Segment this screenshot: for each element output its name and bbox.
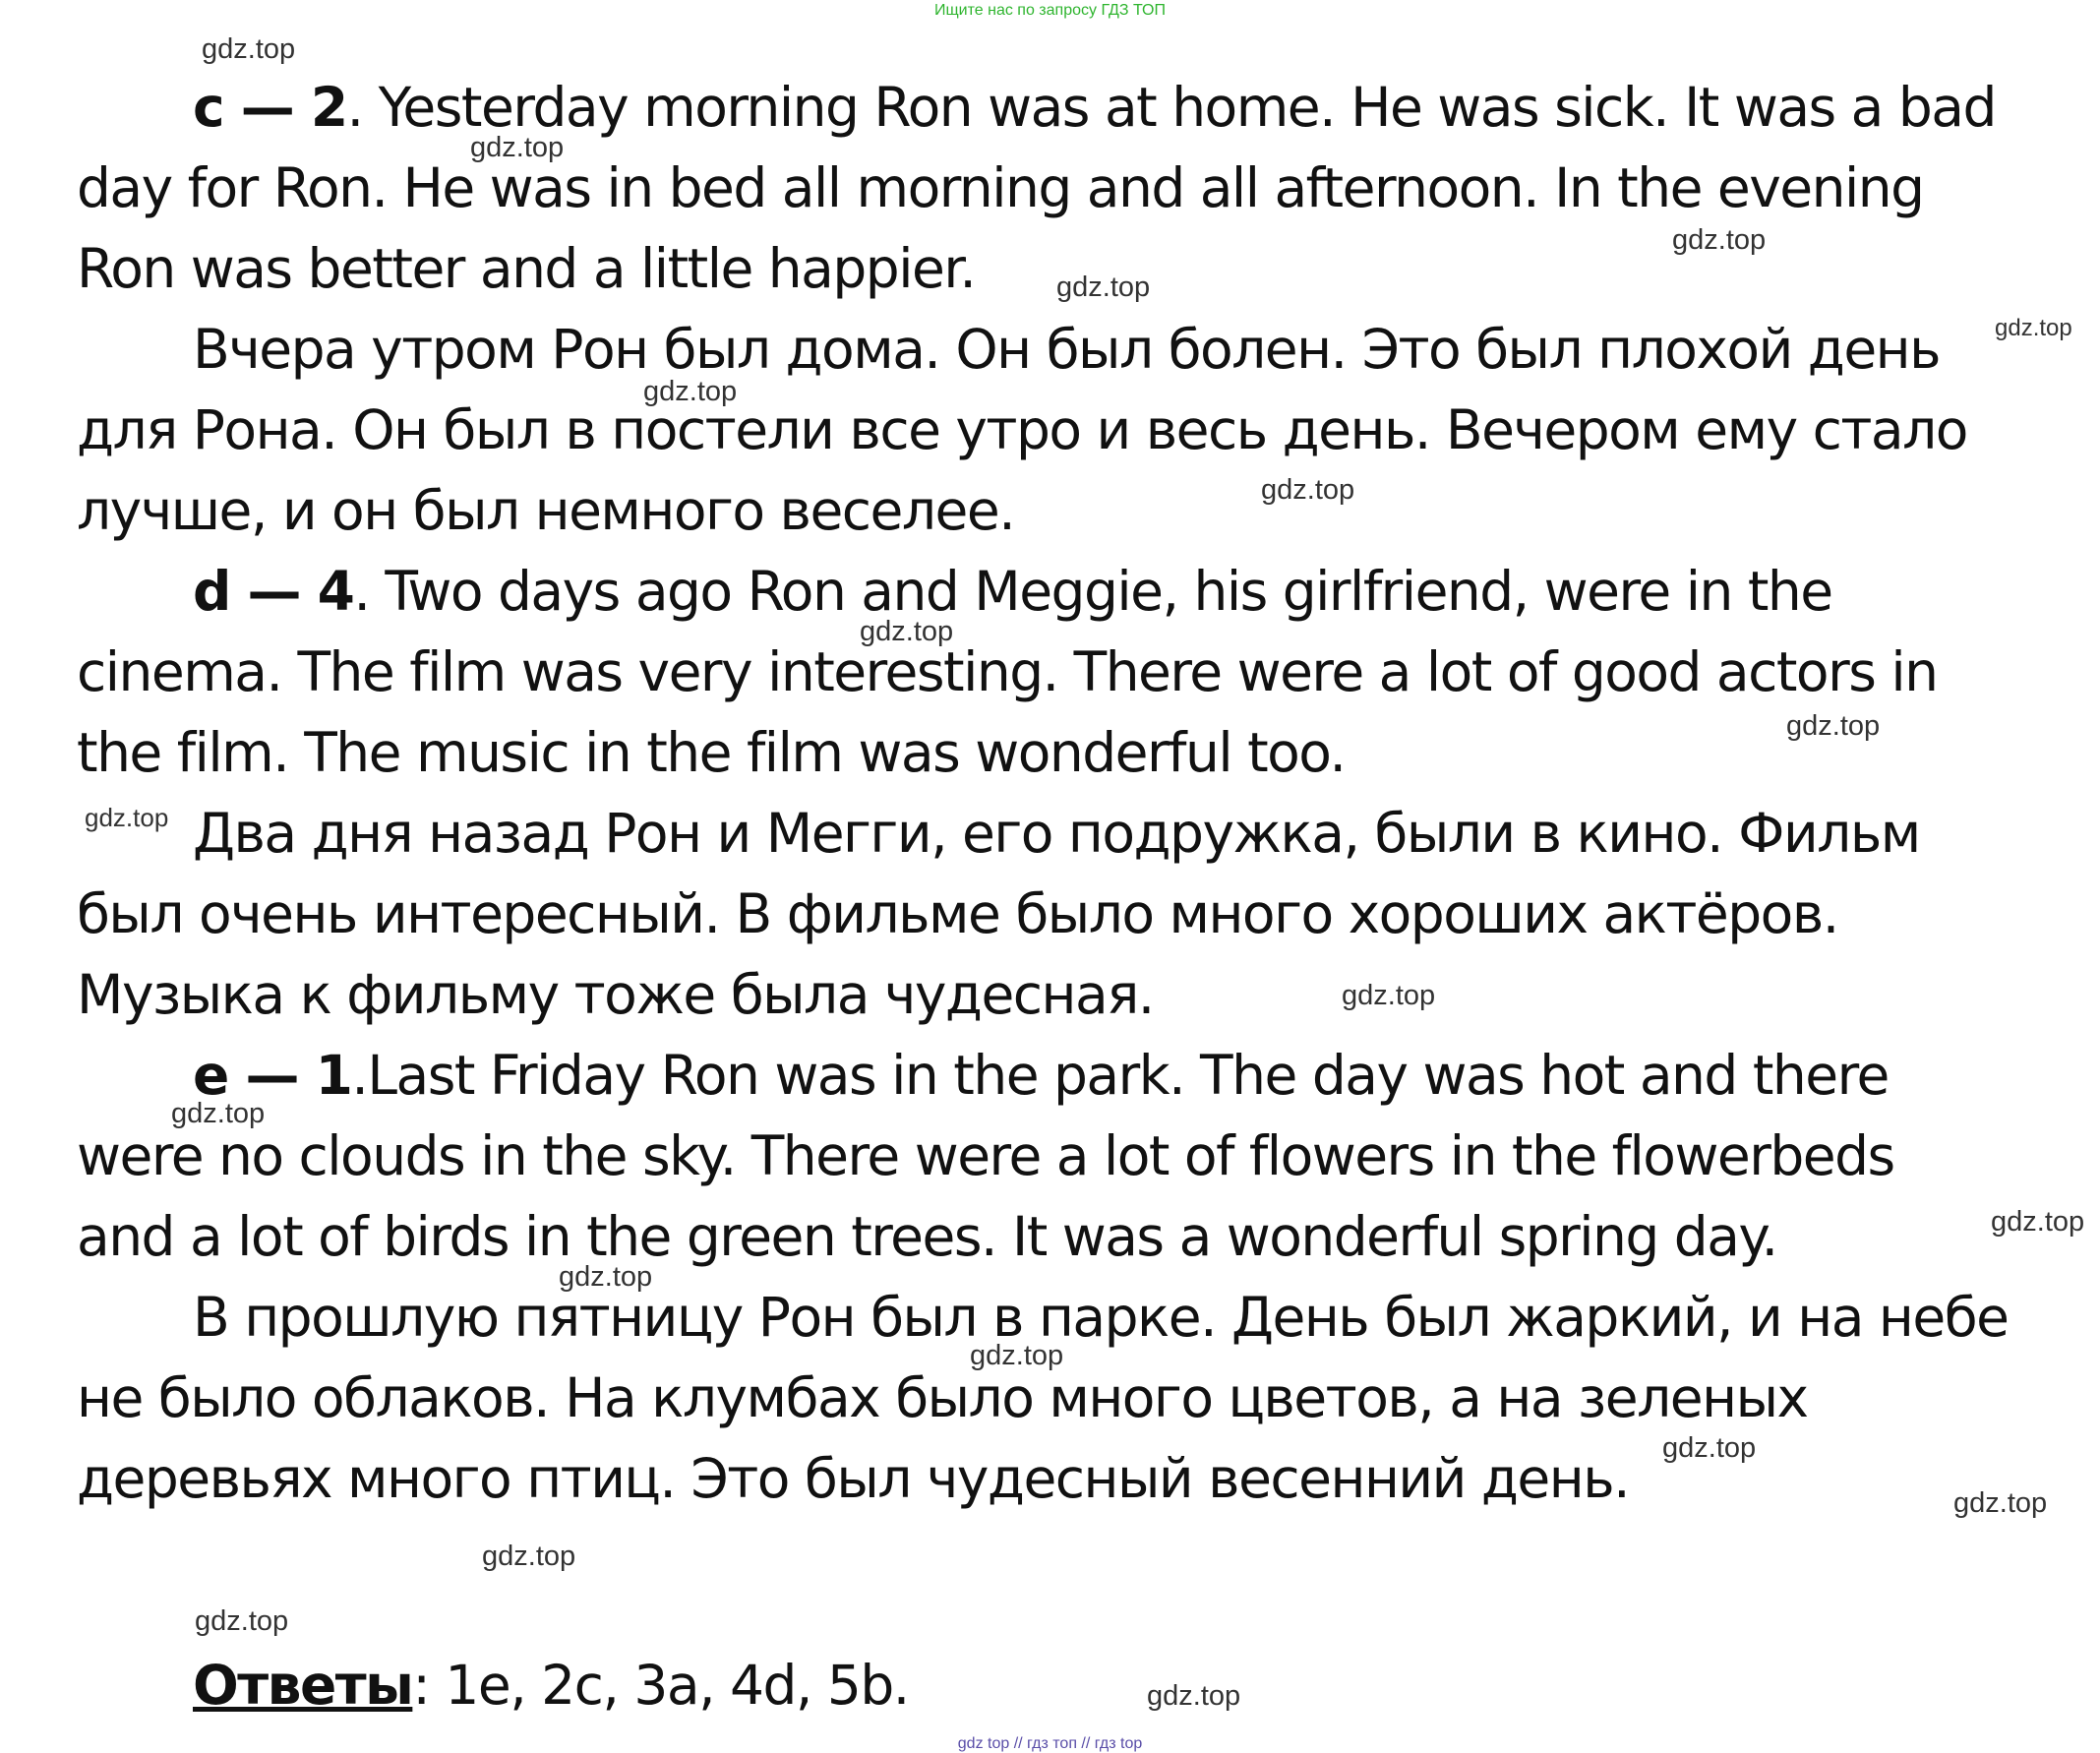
section-e-english-line-3: and a lot of birds in the green trees. It was a wonderful spring day. xyxy=(77,1205,1777,1268)
watermark: gdz.top xyxy=(470,132,565,163)
watermark: gdz.top xyxy=(643,376,738,407)
section-c-label: c — 2 xyxy=(193,76,347,139)
section-e-english-line-2: were no clouds in the sky. There were a lot of flowers in the flowerbeds xyxy=(77,1124,1894,1187)
top-banner: Ищите нас по запросу ГДЗ ТОП xyxy=(934,2,1166,19)
watermark: gdz.top xyxy=(85,803,169,832)
section-d-label: d — 4 xyxy=(193,560,354,623)
section-d-russian-line-3: Музыка к фильму тоже была чудесная. xyxy=(77,963,1154,1026)
answers-value: : 1e, 2c, 3a, 4d, 5b. xyxy=(412,1654,909,1717)
watermark: gdz.top xyxy=(1056,272,1151,303)
section-e-english xyxy=(77,1035,2044,1277)
watermark: gdz.top xyxy=(1953,1487,2048,1519)
watermark: gdz.top xyxy=(202,33,296,65)
section-e-russian-line-2: не было облаков. На клумбах было много цветов, а на зеленых xyxy=(77,1366,1808,1429)
section-d-english xyxy=(77,551,2044,793)
section-d-russian xyxy=(77,793,2044,1035)
watermark: gdz.top xyxy=(970,1340,1064,1371)
section-e-russian-line-1: В прошлую пятницу Рон был в парке. День был жаркий, и на небе xyxy=(193,1286,2009,1349)
watermark: gdz.top xyxy=(195,1605,289,1637)
watermark: gdz.top xyxy=(1342,980,1436,1011)
section-e-english-text-1: Last Friday Ron was in the park. The day was hot and there xyxy=(367,1044,1889,1107)
watermark: gdz.top xyxy=(1991,1206,2085,1238)
section-c-russian xyxy=(77,309,2044,551)
section-c-english-line-2: day for Ron. He was in bed all morning and all afternoon. In the evening xyxy=(77,156,1924,219)
section-e-label: e — 1 xyxy=(193,1044,352,1107)
answers xyxy=(77,1645,2044,1725)
section-c-english-line-3: Ron was better and a little happier. xyxy=(77,237,976,300)
section-e-russian-line-3: деревьях много птиц. Это был чудесный весенний день. xyxy=(77,1447,1630,1510)
section-d-english-line-1: d — 4. Two days ago Ron and Meggie, his girlfriend, were in the xyxy=(193,560,1832,623)
section-d-russian-line-2: был очень интересный. В фильме было много хороших актёров. xyxy=(77,882,1838,945)
section-d-russian-line-1: Два дня назад Рон и Мегги, его подружка, были в кино. Фильм xyxy=(193,802,1920,865)
answers-label: Ответы xyxy=(193,1654,413,1717)
watermark: gdz.top xyxy=(171,1098,266,1129)
watermark: gdz.top xyxy=(1662,1432,1757,1464)
section-c-russian-line-3: лучше, и он был немного веселее. xyxy=(77,479,1015,542)
section-c-russian-line-2: для Рона. Он был в постели все утро и весь день. Вечером ему стало xyxy=(77,398,1967,461)
watermark: gdz.top xyxy=(1786,710,1881,742)
section-c-english-line-1: c — 2. Yesterday morning Ron was at home. He was sick. It was a bad xyxy=(193,76,1996,139)
answers-line xyxy=(77,1645,2044,1725)
section-c-english-text-1: Yesterday morning Ron was at home. He was sick. It was a bad xyxy=(378,76,1996,139)
footer-banner: gdz top // гдз топ // гдз top xyxy=(957,1735,1143,1752)
watermark: gdz.top xyxy=(482,1541,576,1572)
watermark: gdz.top xyxy=(1147,1680,1241,1712)
watermark: gdz.top xyxy=(1995,315,2072,341)
section-e-english-line-1: e — 1.Last Friday Ron was in the park. The day was hot and there xyxy=(193,1044,1889,1107)
section-e-russian xyxy=(77,1277,2044,1519)
section-d-english-line-3: the film. The music in the film was wonderful too. xyxy=(77,721,1346,784)
watermark: gdz.top xyxy=(860,616,954,647)
watermark: gdz.top xyxy=(559,1261,653,1293)
section-d-english-line-2: cinema. The film was very interesting. There were a lot of good actors in xyxy=(77,640,1938,703)
watermark: gdz.top xyxy=(1672,224,1767,256)
watermark: gdz.top xyxy=(1261,474,1355,506)
section-d-english-text-1: Two days ago Ron and Meggie, his girlfriend, were in the xyxy=(385,560,1832,623)
section-c-russian-line-1: Вчера утром Рон был дома. Он был болен. Это был плохой день xyxy=(193,318,1941,381)
